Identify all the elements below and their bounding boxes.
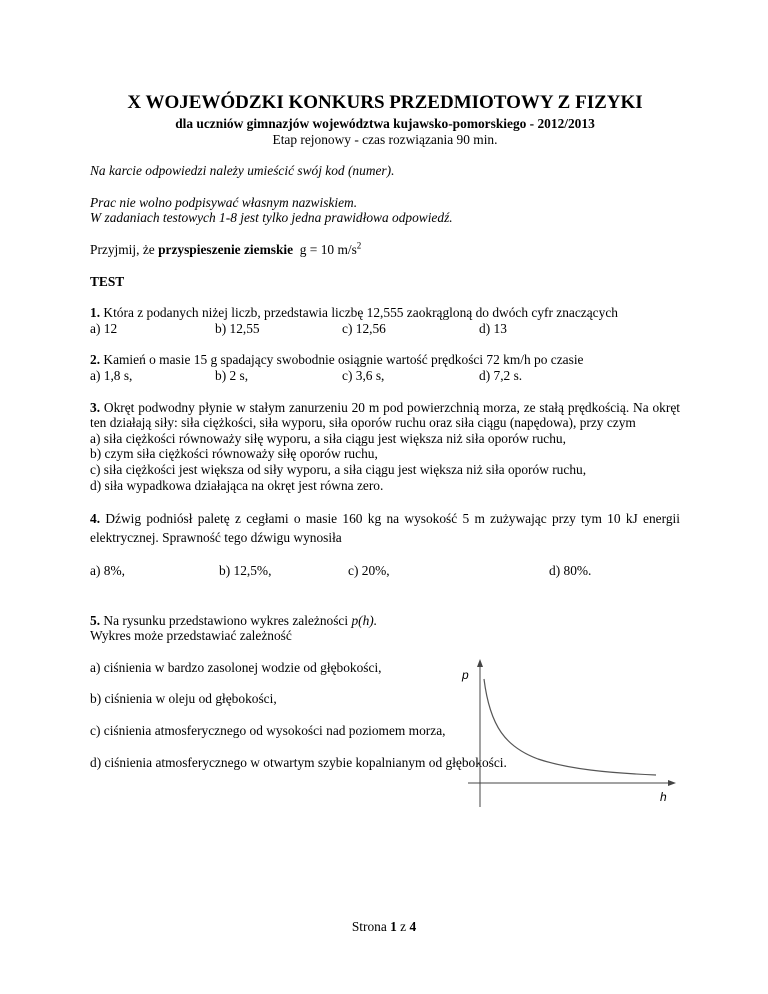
instruction-no-name: Prac nie wolno podpisywać własnym nazwiskiem. [90,194,358,210]
question-2: 2. Kamień o masie 15 g spadający swobodnie osiągnie wartość prędkości 72 km/h po czasie [90,352,584,368]
contest-subtitle: dla uczniów gimnazjów województwa kujawsko-pomorskiego - 2012/2013 [175,116,595,131]
option-b: b) ciśnienia w oleju od głębokości, [90,691,277,707]
question-5: 5. Na rysunku przedstawiono wykres zależności p(h). Wykres może przedstawiać zależność [90,612,378,644]
contest-title: X WOJEWÓDZKI KONKURS PRZEDMIOTOWY Z FIZYKI [127,92,643,113]
pressure-curve [484,679,656,775]
graph-y-label: p [462,668,469,682]
option-a: a) ciśnienia w bardzo zasolonej wodzie od głębokości, [90,659,382,675]
stage-info: Etap rejonowy - czas rozwiązania 90 min. [272,131,498,147]
y-axis-arrow [477,659,483,667]
total-pages: 4 [409,919,417,934]
option-a: a) 12 [90,320,118,336]
option-d: d) ciśnienia atmosferycznego w otwartym szybie kopalnianym od głębokości. [90,754,507,770]
x-axis-arrow [668,780,676,786]
option-c: c) 12,56 [342,320,386,336]
instruction-code: Na karcie odpowiedzi należy umieścić swój kod (numer). [90,163,395,179]
gravity-note: Przyjmij, że przyspieszenie ziemskie g = 10 $m/s^2$ [90,240,362,257]
option-d: d) 7,2 s. [479,367,523,383]
question-2-options [90,368,680,384]
option-b: b) 12,5%, [219,563,272,579]
option-c: c) siła ciężkości jest większa od siły wyporu, a siła ciągu jest większa niż siła oporów ruchu, [90,461,587,477]
question-3: 3. Okręt podwodny płynie w stałym zanurzeniu 20 m pod powierzchnią morza, ze stałą prędkością. Na okręt ten działają siły: siła ciężkości, siła wyporu, siła oporów ruchu oraz siła ciągu (napędowa), przy czym [90,399,680,431]
gravity-bold: przyspieszenie ziemskie [158,241,294,257]
option-d: d) siła wypadkowa działająca na okręt jest równa zero. [90,477,384,493]
page-footer: Strona 1 z 4 [351,919,417,934]
option-c: c) 3,6 s, [342,367,385,383]
question-4: 4. Dźwig podniósł paletę z cegłami o masie 160 kg na wysokość 5 m zużywając przy tym 10 kJ energii elektrycznej. Sprawność tego dźwigu wynosiła [90,511,680,546]
option-b: b) 2 s, [215,367,249,383]
option-b: b) czym siła ciężkości równoważy siłę oporów ruchu, [90,446,378,462]
question-4-options [90,563,680,579]
question-1-options [90,321,680,337]
pressure-height-graph [458,657,680,819]
instruction-single-answer: W zadaniach testowych 1-8 jest tylko jedna prawidłowa odpowiedź. [90,210,453,226]
option-a: a) siła ciężkości równoważy siłę wyporu, a siła ciągu jest większa niż siła oporów ruchu, [90,430,566,446]
option-a: a) 8%, [90,563,125,579]
option-c: c) 20%, [348,563,390,579]
option-d: d) 13 [479,320,507,336]
graph-x-label: h [660,790,667,804]
option-b: b) 12,55 [215,320,260,336]
current-page: 1 [390,919,397,934]
section-heading: TEST [90,273,125,289]
option-c: c) ciśnienia atmosferycznego od wysokości nad poziomem morza, [90,723,446,739]
question-1: 1. Która z podanych niżej liczb, przedstawia liczbę 12,555 zaokrągloną do dwóch cyfr znaczących [90,305,618,321]
option-a: a) 1,8 s, [90,367,133,383]
option-d: d) 80%. [549,563,592,579]
